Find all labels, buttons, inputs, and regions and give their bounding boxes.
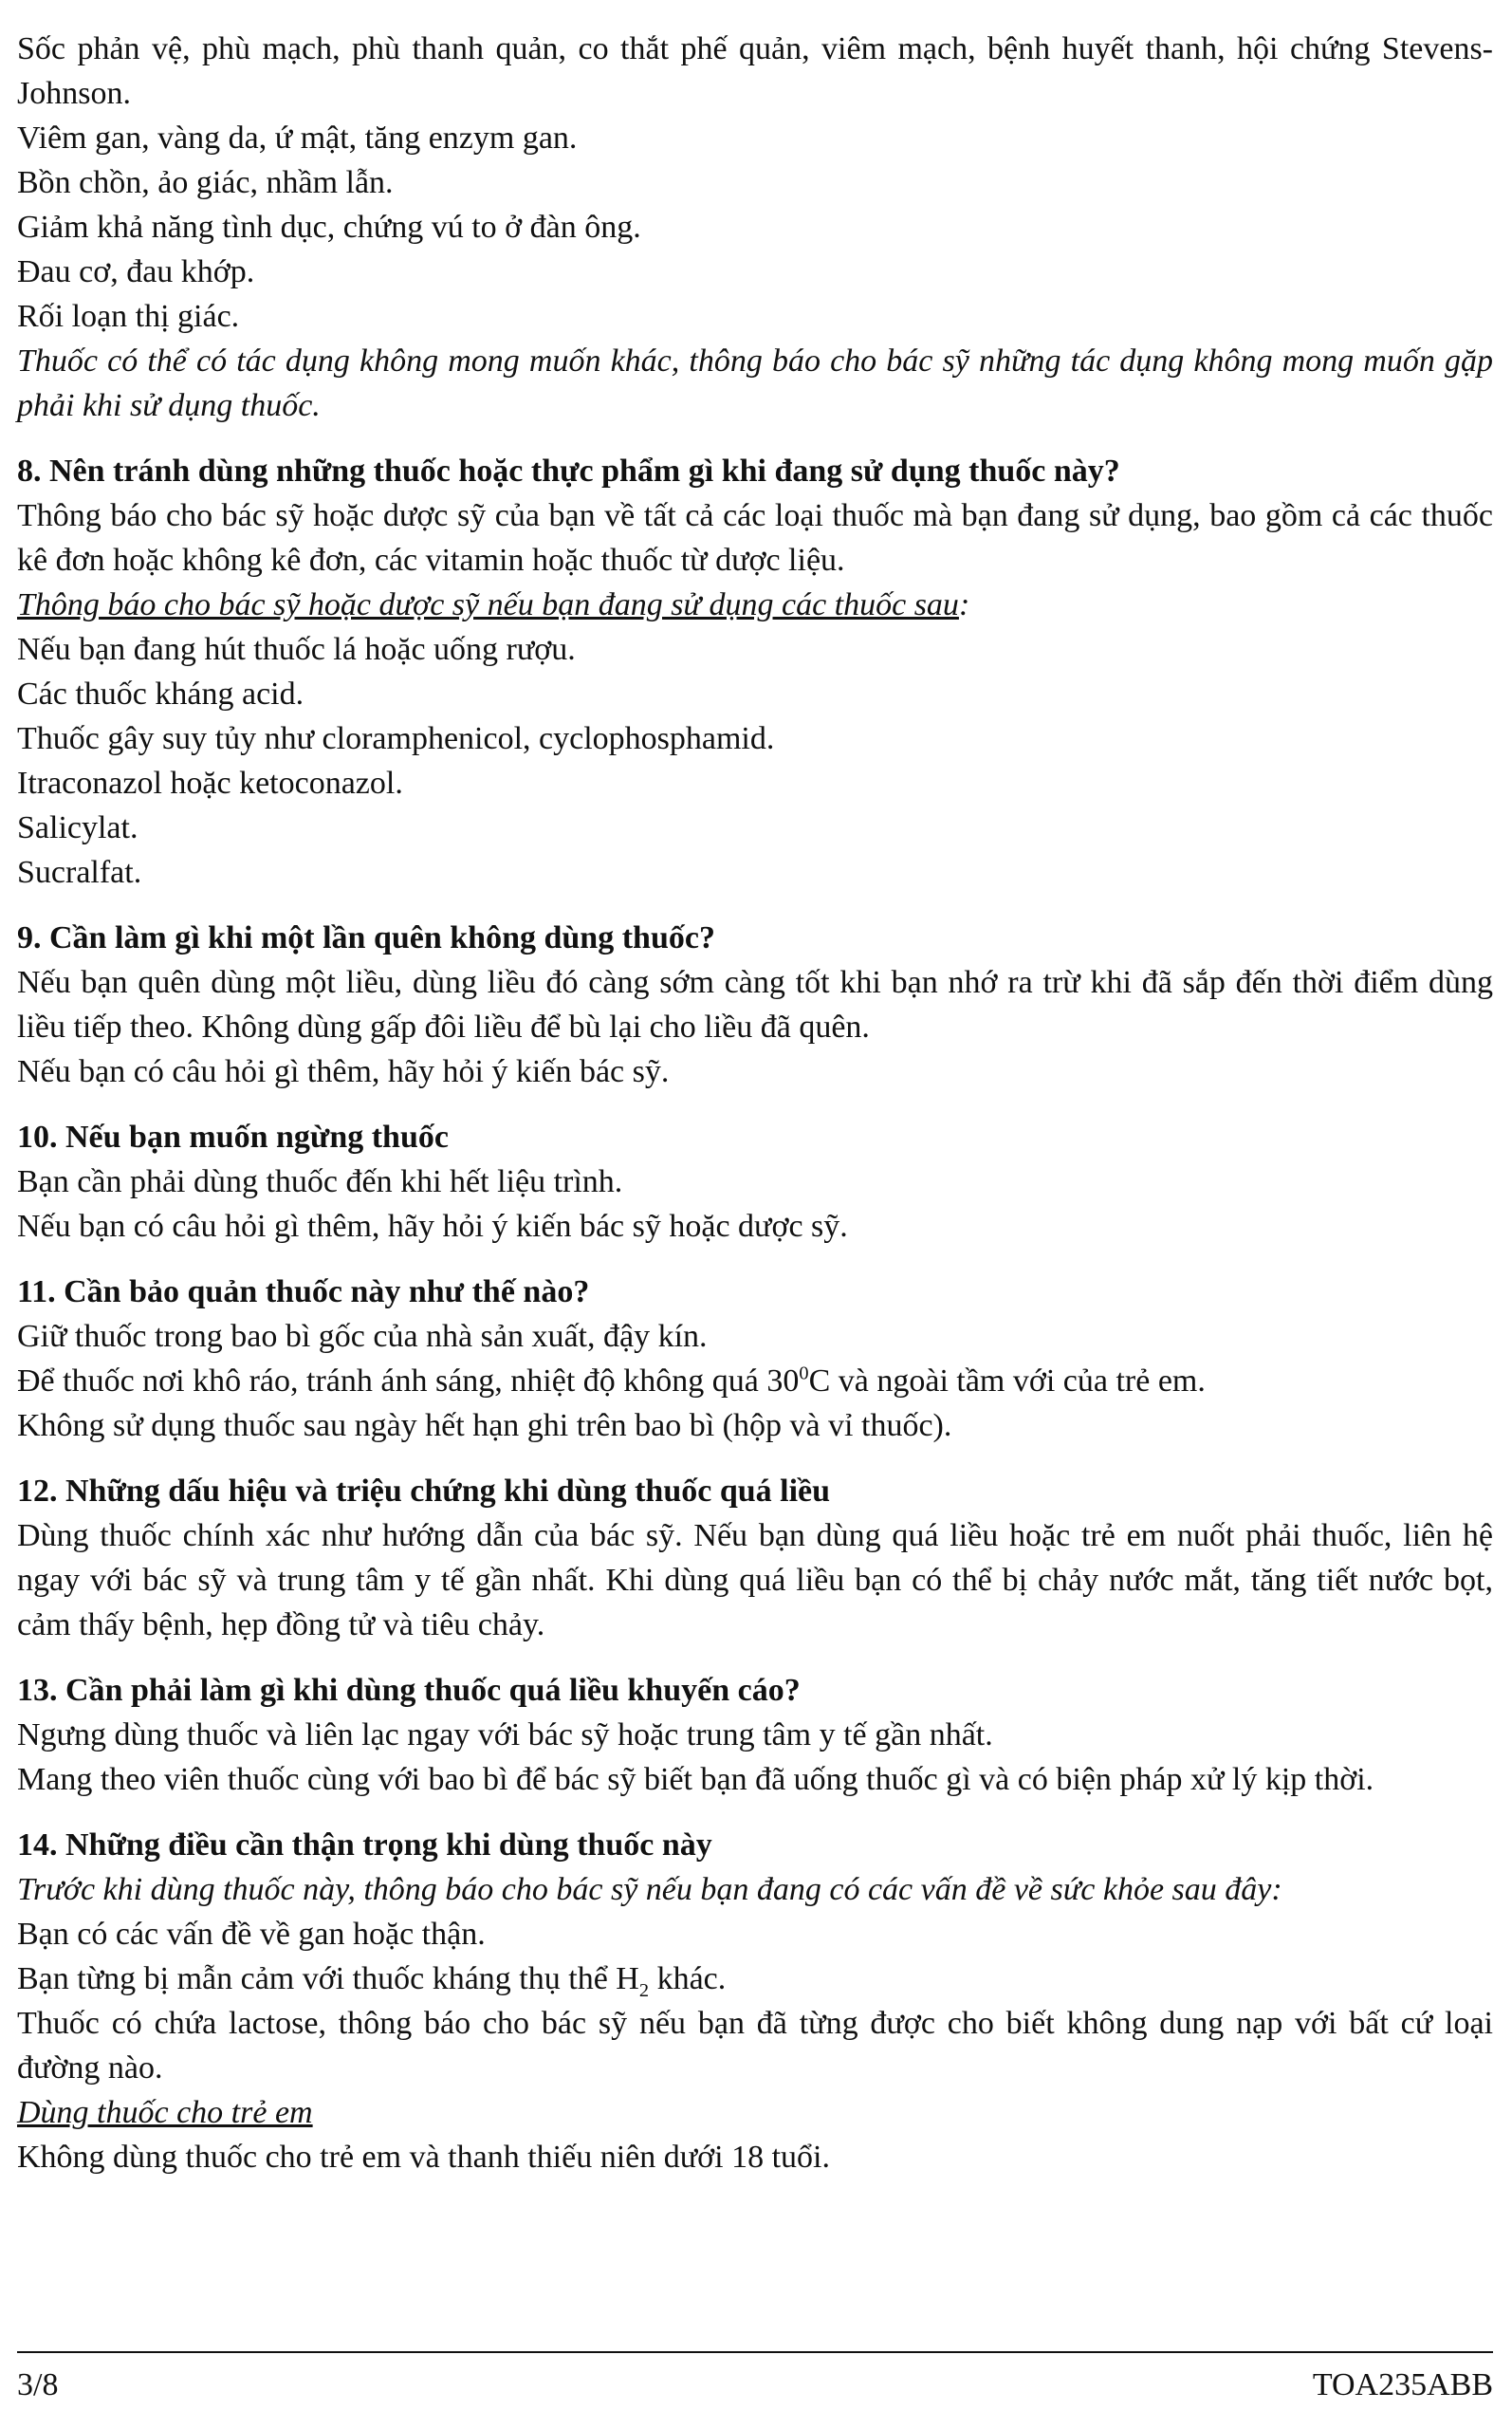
paragraph xyxy=(17,1359,1493,1403)
footer-divider xyxy=(17,2351,1493,2353)
paragraph: Nếu bạn có câu hỏi gì thêm, hãy hỏi ý kiến bác sỹ. xyxy=(17,1054,670,1089)
list-item: Thuốc gây suy tủy như cloramphenicol, cyclophosphamid. xyxy=(17,721,775,756)
subheading-text: Thông báo cho bác sỹ hoặc dược sỹ nếu bạn đang sử dụng các thuốc sau xyxy=(17,587,959,622)
subscript: 2 xyxy=(638,1979,650,2001)
paragraph-italic: Trước khi dùng thuốc này, thông báo cho bác sỹ nếu bạn đang có các vấn đề về sức khỏe sau đây: xyxy=(17,1872,1282,1907)
side-effect-line: Viêm gan, vàng da, ứ mật, tăng enzym gan. xyxy=(17,121,578,156)
list-item: Salicylat. xyxy=(17,810,138,845)
list-item: Itraconazol hoặc ketoconazol. xyxy=(17,766,403,801)
section-9 xyxy=(17,916,1493,1094)
side-effect-note: Thuốc có thể có tác dụng không mong muốn khác, thông báo cho bác sỹ những tác dụng không mong muốn gặp phải khi sử dụng thuốc. xyxy=(17,343,1493,423)
paragraph: Nếu bạn có câu hỏi gì thêm, hãy hỏi ý kiến bác sỹ hoặc dược sỹ. xyxy=(17,1209,848,1244)
paragraph xyxy=(17,1956,1493,2001)
section-11 xyxy=(17,1270,1493,1448)
list-item: Nếu bạn đang hút thuốc lá hoặc uống rượu. xyxy=(17,632,576,667)
list-item: Sucralfat. xyxy=(17,855,142,890)
section-heading: 10. Nếu bạn muốn ngừng thuốc xyxy=(17,1120,449,1155)
text-run: khác. xyxy=(649,1961,727,1996)
superscript: 0 xyxy=(799,1363,809,1384)
text-run: Bạn từng bị mẫn cảm với thuốc kháng thụ thể H xyxy=(17,1961,639,1996)
paragraph: Giữ thuốc trong bao bì gốc của nhà sản xuất, đậy kín. xyxy=(17,1319,708,1354)
subheading: Dùng thuốc cho trẻ em xyxy=(17,2095,313,2130)
side-effect-line: Đau cơ, đau khớp. xyxy=(17,254,255,289)
section-13 xyxy=(17,1668,1493,1802)
document-body xyxy=(17,27,1493,2179)
list-item: Các thuốc kháng acid. xyxy=(17,677,304,712)
page-footer xyxy=(17,2363,1493,2407)
paragraph: Nếu bạn quên dùng một liều, dùng liều đó càng sớm càng tốt khi bạn nhớ ra trừ khi đã sắp đến thời điểm dùng liều tiếp theo. Không dùng gấp đôi liều để bù lại cho liều đã quên. xyxy=(17,965,1493,1045)
side-effect-line: Rối loạn thị giác. xyxy=(17,299,240,334)
text-run: Để thuốc nơi khô ráo, tránh ánh sáng, nhiệt độ không quá 30 xyxy=(17,1363,800,1399)
text-run: C và ngoài tầm với của trẻ em. xyxy=(808,1363,1206,1399)
paragraph: Không dùng thuốc cho trẻ em và thanh thiếu niên dưới 18 tuổi. xyxy=(17,2140,830,2175)
section-12 xyxy=(17,1469,1493,1647)
section-heading: 9. Cần làm gì khi một lần quên không dùng thuốc? xyxy=(17,920,715,955)
paragraph: Không sử dụng thuốc sau ngày hết hạn ghi trên bao bì (hộp và vỉ thuốc). xyxy=(17,1408,952,1443)
section-heading: 13. Cần phải làm gì khi dùng thuốc quá liều khuyến cáo? xyxy=(17,1673,801,1708)
section-heading: 14. Những điều cần thận trọng khi dùng thuốc này xyxy=(17,1827,712,1863)
side-effects-section xyxy=(17,27,1493,428)
side-effect-line: Bồn chồn, ảo giác, nhầm lẫn. xyxy=(17,165,394,200)
section-10 xyxy=(17,1115,1493,1249)
side-effect-line: Giảm khả năng tình dục, chứng vú to ở đàn ông. xyxy=(17,210,641,245)
paragraph: Bạn có các vấn đề về gan hoặc thận. xyxy=(17,1917,486,1952)
section-8 xyxy=(17,449,1493,895)
section-heading: 11. Cần bảo quản thuốc này như thế nào? xyxy=(17,1274,590,1309)
paragraph: Bạn cần phải dùng thuốc đến khi hết liệu trình. xyxy=(17,1164,623,1199)
section-heading: 8. Nên tránh dùng những thuốc hoặc thực phẩm gì khi đang sử dụng thuốc này? xyxy=(17,454,1120,489)
document-code: TOA235ABB xyxy=(1312,2367,1493,2402)
paragraph: Ngưng dùng thuốc và liên lạc ngay với bác sỹ hoặc trung tâm y tế gần nhất. xyxy=(17,1717,993,1752)
paragraph: Thuốc có chứa lactose, thông báo cho bác sỹ nếu bạn đã từng được cho biết không dung nạp với bất cứ loại đường nào. xyxy=(17,2006,1493,2086)
section-14 xyxy=(17,1823,1493,2179)
subheading xyxy=(17,583,1493,627)
paragraph: Dùng thuốc chính xác như hướng dẫn của bác sỹ. Nếu bạn dùng quá liều hoặc trẻ em nuốt phải thuốc, liên hệ ngay với bác sỹ và trung tâm y tế gần nhất. Khi dùng quá liều bạn có thể bị chảy nước mắt, tăng tiết nước bọt, cảm thấy bệnh, hẹp đồng tử và tiêu chảy. xyxy=(17,1518,1493,1642)
page-number: 3/8 xyxy=(17,2367,59,2402)
section-heading: 12. Những dấu hiệu và triệu chứng khi dùng thuốc quá liều xyxy=(17,1474,831,1509)
paragraph: Thông báo cho bác sỹ hoặc dược sỹ của bạn về tất cả các loại thuốc mà bạn đang sử dụng, bao gồm cả các thuốc kê đơn hoặc không kê đơn, các vitamin hoặc thuốc từ dược liệu. xyxy=(17,498,1493,578)
side-effect-line: Sốc phản vệ, phù mạch, phù thanh quản, co thắt phế quản, viêm mạch, bệnh huyết thanh, hội chứng Stevens-Johnson. xyxy=(17,31,1493,111)
paragraph: Mang theo viên thuốc cùng với bao bì để bác sỹ biết bạn đã uống thuốc gì và có biện pháp xử lý kịp thời. xyxy=(17,1762,1374,1797)
subheading-colon: : xyxy=(958,587,970,622)
